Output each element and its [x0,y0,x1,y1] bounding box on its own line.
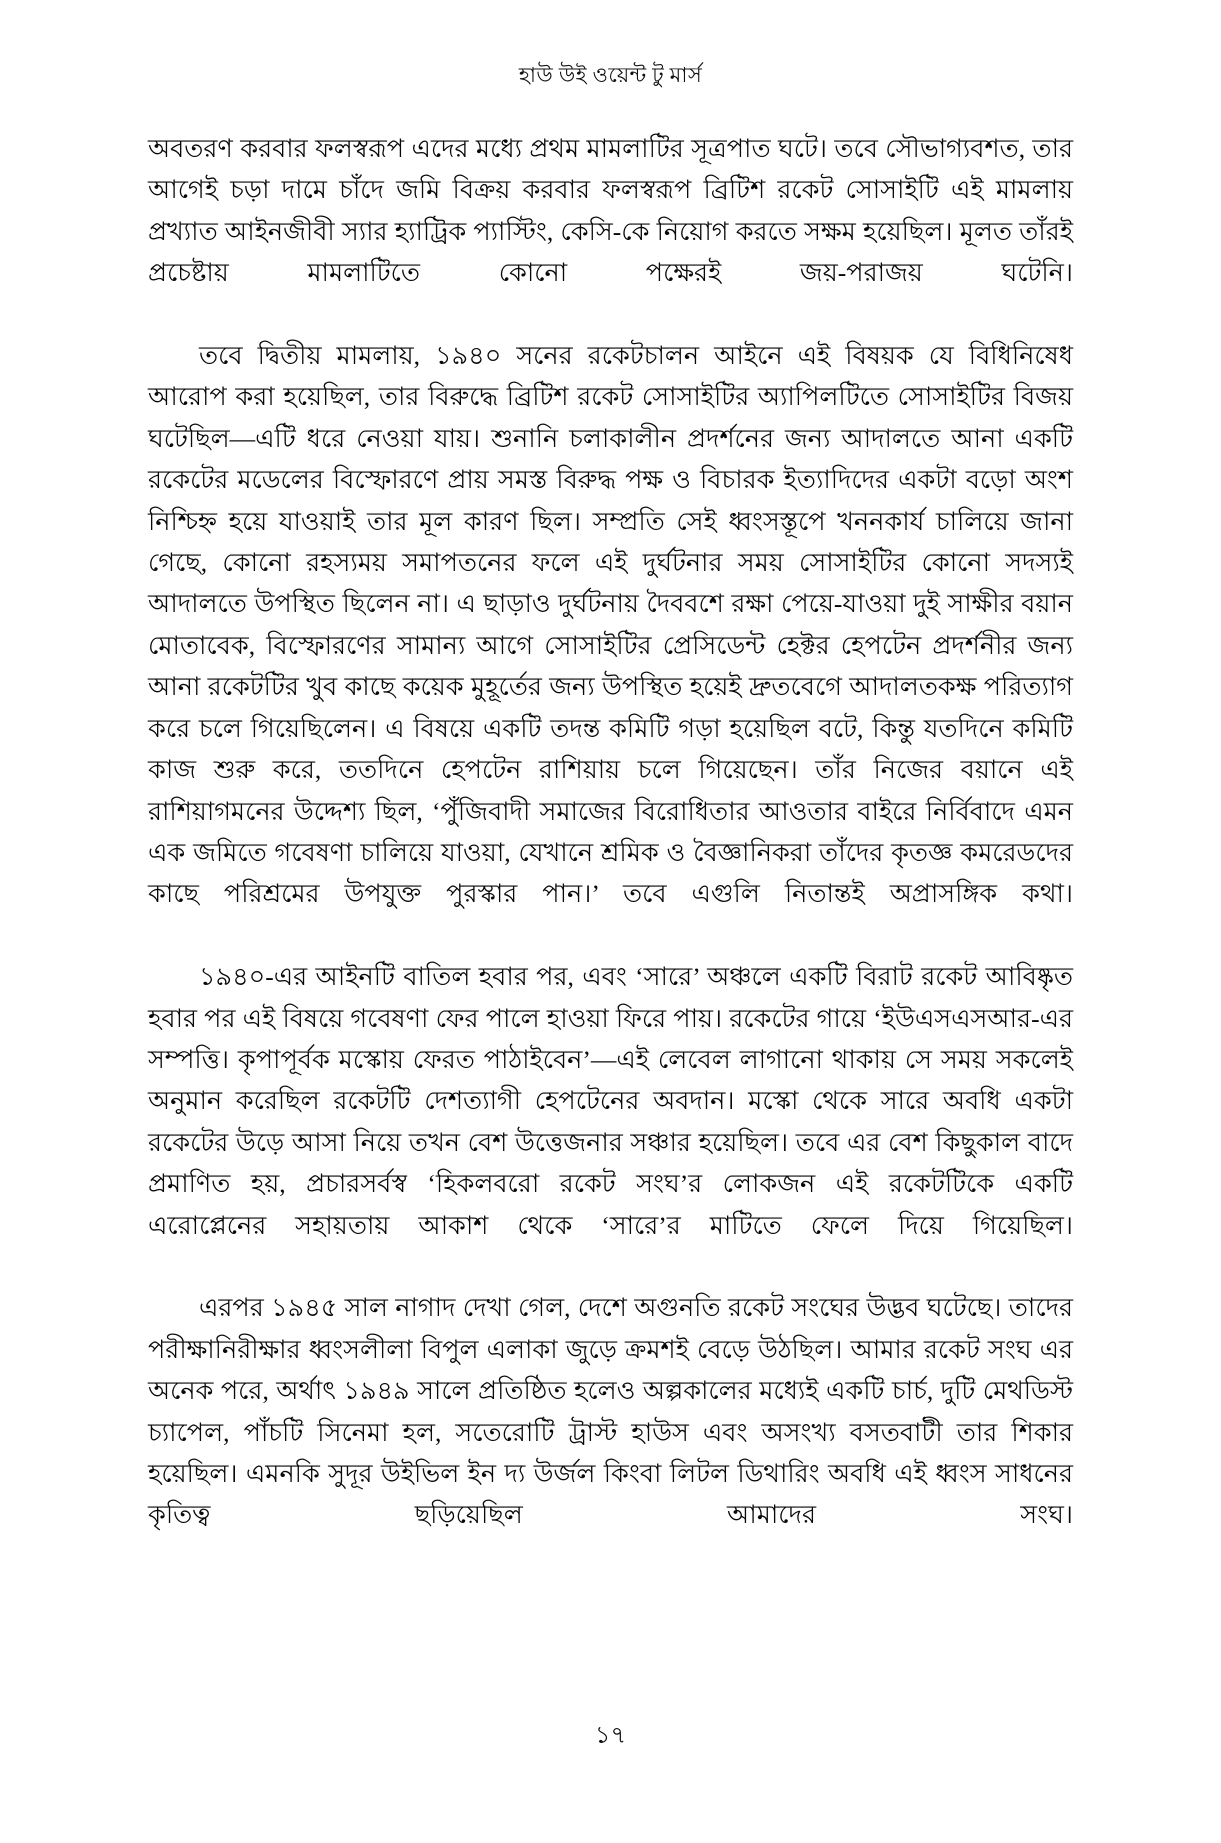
body-text-block [148,128,1073,1577]
paragraph-4: এরপর ১৯৪৫ সাল নাগাদ দেখা গেল, দেশে অগুনতি রকেট সংঘের উদ্ভব ঘটেছে। তাদের পরীক্ষানিরীক্ষার ধ্বংসলীলা বিপুল এলাকা জুড়ে ক্রমশই বেড়ে উঠছিল। আমার রকেট সংঘ এর অনেক পরে, অর্থাৎ ১৯৪৯ সালে প্রতিষ্ঠিত হলেও অল্পকালের মধ্যেই একটি চার্চ, দুটি মেথডিস্ট চ্যাপেল, পাঁচটি সিনেমা হল, সতেরোটি ট্রাস্ট হাউস এবং অসংখ্য বসতবাটী তার শিকার হয়েছিল। এমনকি সুদূর উইভিল ইন দ্য উর্জল কিংবা লিটল ডিথারিং অবধি এই ধ্বংস সাধনের কৃতিত্ব ছড়িয়েছিল আমাদের সংঘ। [148,1293,1073,1530]
paragraph-1: অবতরণ করবার ফলস্বরূপ এদের মধ্যে প্রথম মামলাটির সূত্রপাত ঘটে। তবে সৌভাগ্যবশত, তার আগেই চড়া দামে চাঁদে জমি বিক্রয় করবার ফলস্বরূপ ব্রিটিশ রকেট সোসাইটি এই মামলায় প্রখ্যাত আইনজীবী স্যার হ্যাট্রিক প্যাস্টিং, কেসি-কে নিয়োগ করতে সক্ষম হয়েছিল। মূলত তাঁরই প্রচেষ্টায় মামলাটিতে কোনো পক্ষেরই জয়-পরাজয় ঘটেনি। [148,134,1073,288]
running-head: হাউ উই ওয়েন্ট টু মার্স [518,63,703,87]
paragraph-2: তবে দ্বিতীয় মামলায়, ১৯৪০ সনের রকেটচালন আইনে এই বিষয়ক যে বিধিনিষেধ আরোপ করা হয়েছিল, তার বিরুদ্ধে ব্রিটিশ রকেট সোসাইটির অ্যাপিলটিতে সোসাইটির বিজয় ঘটেছিল—এটি ধরে নেওয়া যায়। শুনানি চলাকালীন প্রদর্শনের জন্য আদালতে আনা একটি রকেটের মডেলের বিস্ফোরণে প্রায় সমস্ত বিরুদ্ধ পক্ষ ও বিচারক ইত্যাদিদের একটা বড়ো অংশ নিশ্চিহ্ন হয়ে যাওয়াই তার মূল কারণ ছিল। সম্প্রতি সেই ধ্বংসস্তূপে খননকার্য চালিয়ে জানা গেছে, কোনো রহস্যময় সমাপতনের ফলে এই দুর্ঘটনার সময় সোসাইটির কোনো সদস্যই আদালতে উপস্থিত ছিলেন না। এ ছাড়াও দুর্ঘটনায় দৈববশে রক্ষা পেয়ে-যাওয়া দুই সাক্ষীর বয়ান মোতাবেক, বিস্ফোরণের সামান্য আগে সোসাইটির প্রেসিডেন্ট হেক্টর হেপটেন প্রদর্শনীর জন্য আনা রকেটটির খুব কাছে কয়েক মুহূর্তের জন্য উপস্থিত হয়েই দ্রুতবেগে আদালতকক্ষ পরিত্যাগ করে চলে গিয়েছিলেন। এ বিষয়ে একটি তদন্ত কমিটি গড়া হয়েছিল বটে, কিন্তু যতদিনে কমিটি কাজ শুরু করে, ততদিনে হেপটেন রাশিয়ায় চলে গিয়েছেন। তাঁর নিজের বয়ানে এই রাশিয়াগমনের উদ্দেশ্য ছিল, ‘পুঁজিবাদী সমাজের বিরোধিতার আওতার বাইরে নির্বিবাদে এমন এক জমিতে গবেষণা চালিয়ে যাওয়া, যেখানে শ্রমিক ও বৈজ্ঞানিকরা তাঁদের কৃতজ্ঞ কমরেডদের কাছে পরিশ্রমের উপযুক্ত পুরস্কার পান।’ তবে এগুলি নিতান্তই অপ্রাসঙ্গিক কথা। [148,341,1073,909]
paragraph-3: ১৯৪০-এর আইনটি বাতিল হবার পর, এবং ‘সারে’ অঞ্চলে একটি বিরাট রকেট আবিষ্কৃত হবার পর এই বিষয়ে গবেষণা ফের পালে হাওয়া ফিরে পায়। রকেটের গায়ে ‘ইউএসএসআর-এর সম্পত্তি। কৃপাপূর্বক মস্কোয় ফেরত পাঠাইবেন’—এই লেবেল লাগানো থাকায় সে সময় সকলেই অনুমান করেছিল রকেটটি দেশত্যাগী হেপটেনের অবদান। মস্কো থেকে সারে অবধি একটা রকেটের উড়ে আসা নিয়ে তখন বেশ উত্তেজনার সঞ্চার হয়েছিল। তবে এর বেশ কিছুকাল বাদে প্রমাণিত হয়, প্রচারসর্বস্ব ‘হিকলবরো রকেট সংঘ’র লোকজন এই রকেটটিকে একটি এরোপ্লেনের সহায়তায় আকাশ থেকে ‘সারে’র মাটিতে ফেলে দিয়ে গিয়েছিল। [148,962,1073,1240]
page-number: ১৭ [594,1723,627,1749]
